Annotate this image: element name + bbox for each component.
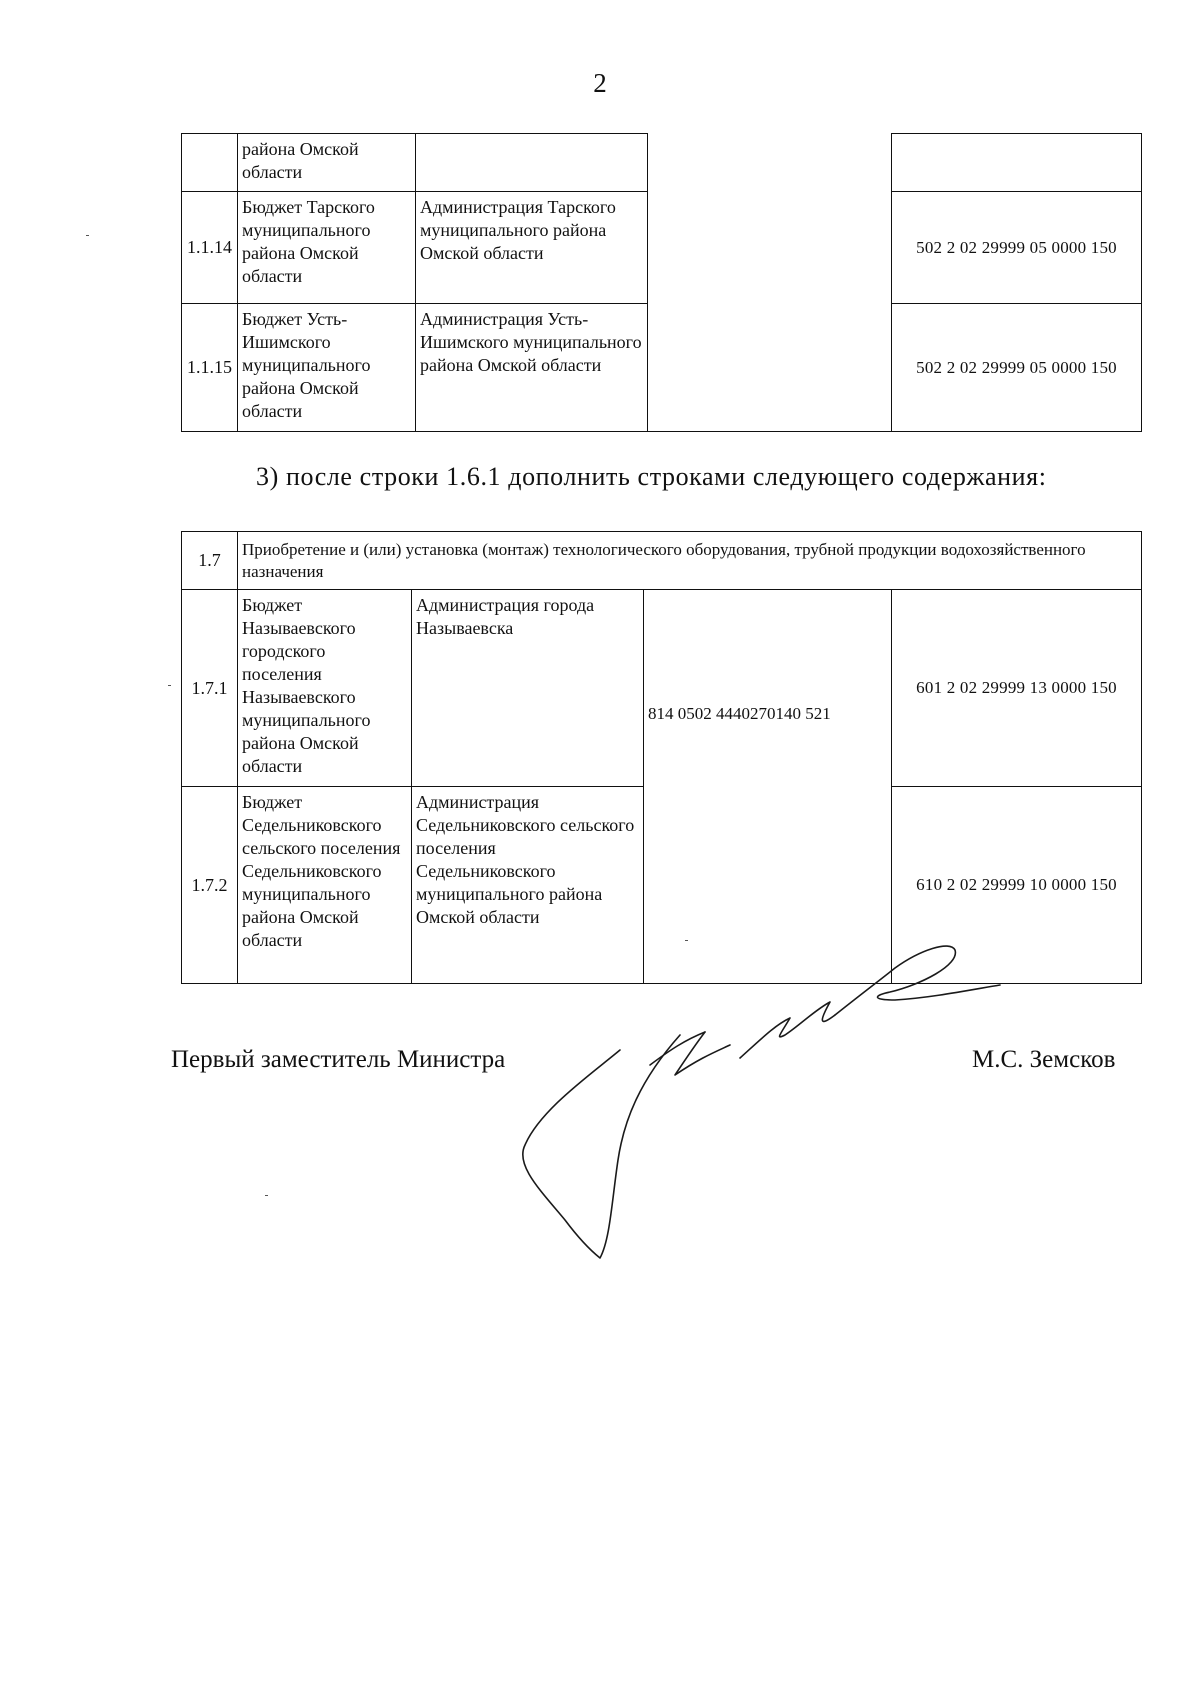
- page-number: 2: [593, 68, 607, 98]
- row-number: 1.1.14: [182, 192, 238, 304]
- table-row: [182, 304, 1142, 432]
- budget-cell: Бюджет Усть-Ишимского муниципального района Омской области: [238, 304, 416, 432]
- empty-cell: [648, 134, 892, 192]
- administrator-cell: Администрация города Называевска: [412, 590, 644, 787]
- administrator-cell: Администрация Тарского муниципального района Омской области: [416, 192, 648, 304]
- section-header-row: [182, 532, 1142, 590]
- empty-cell: [648, 304, 892, 432]
- revenue-code-cell: 502 2 02 29999 05 0000 150: [892, 192, 1142, 304]
- budget-cell: района Омской области: [238, 134, 416, 192]
- budget-cell: Бюджет Называевского городского поселения Называевского муниципального района Омской области: [238, 590, 412, 787]
- empty-cell: [648, 192, 892, 304]
- table-row: [182, 590, 1142, 787]
- expense-code: 814 0502 4440270140 521: [648, 704, 831, 723]
- row-number: 1.1.15: [182, 304, 238, 432]
- signatory-name: М.С. Земсков: [972, 1046, 1116, 1073]
- funding-table-new-rows: [181, 531, 1142, 984]
- signatory-position: Первый заместитель Министра: [171, 1046, 506, 1073]
- section-title: Приобретение и (или) установка (монтаж) технологического оборудования, трубной продукции водохозяйственного назначения: [238, 532, 1142, 590]
- table-row: [182, 134, 1142, 192]
- budget-cell: Бюджет Седельниковского сельского поселения Седельниковского муниципального района Омской области: [238, 787, 412, 984]
- revenue-code-cell: 610 2 02 29999 10 0000 150: [892, 787, 1142, 984]
- amendment-paragraph: 3) после строки 1.6.1 дополнить строками следующего содержания:: [256, 462, 1047, 491]
- table-row: [182, 192, 1142, 304]
- administrator-cell: Администрация Седельниковского сельского поселения Седельниковского муниципального района Омской области: [412, 787, 644, 984]
- expense-code-cell: [644, 590, 892, 984]
- revenue-code-cell: [892, 134, 1142, 192]
- revenue-code-cell: 502 2 02 29999 05 0000 150: [892, 304, 1142, 432]
- section-number: 1.7: [182, 532, 238, 590]
- administrator-cell: Администрация Усть-Ишимского муниципального района Омской области: [416, 304, 648, 432]
- administrator-cell: [416, 134, 648, 192]
- handwritten-signature: [500, 940, 1060, 1280]
- budget-cell: Бюджет Тарского муниципального района Омской области: [238, 192, 416, 304]
- revenue-code-cell: 601 2 02 29999 13 0000 150: [892, 590, 1142, 787]
- row-number: 1.7.1: [182, 590, 238, 787]
- funding-table-continuation: [181, 133, 1142, 432]
- row-number: 1.7.2: [182, 787, 238, 984]
- row-number: [182, 134, 238, 192]
